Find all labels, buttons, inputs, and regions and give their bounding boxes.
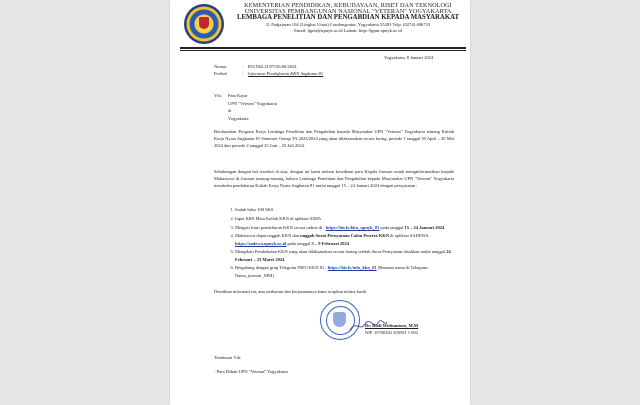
meta-number-value: B/UN62.21/PT.06.00/2024 (248, 64, 297, 69)
letterhead (170, 3, 470, 43)
carbon-copy (214, 354, 288, 374)
signatory-nip: NIP. 19700302 200501 1 003 (365, 330, 418, 336)
letterhead-rule (180, 47, 466, 49)
university-logo-icon (184, 4, 224, 44)
meta-number-row: Nomor : B/UN62.21/PT.06.00/2024 (214, 64, 297, 69)
letter-date: Yogyakarta, 8 Januari 2024 (384, 55, 434, 60)
letter-page (170, 0, 470, 405)
meta-subject-row: Perihal : Informasi Pendaftaran KKN Angkatan 81 (214, 71, 324, 77)
paragraph-2: Sehubungan dengan hal tersebut di atas, dengan ini kami mohon kesediaan para Kepala Jurusan untuk menginformasikan kepada Mahasiswa di Jurusan masing-masing, bahwa Lembaga Penelitian dan Pengabdian kepada Masyarakat UPN "Veteran" Yogyakarta membuka pendaftaran Kuliah Kerja Nyata Angkatan 81 mulai tanggal 15 – 24 Januari 2024 dengan persyaratan : (214, 169, 454, 189)
recipient-line-4: Yogyakarta (228, 115, 249, 121)
paragraph-1: Berdasarkan Program Kerja Lembaga Penelitian dan Pengabdian kepada Masyarakat UPN "Veteran" Yogyakarta tentang Kuliah Kerja Nyata Angkatan 81 Semester Genap TA 2023/2024 yang akan dilaksanakan secara luring, periode 1 tanggal 30 April – 30 Mei 2024 dan periode 2 tanggal 25 Juni – 25 Juli 2024. (214, 129, 454, 149)
recipient-line-3: di (228, 108, 232, 114)
letterhead-rule-thin (180, 50, 466, 51)
cc-label: Tembusan Yth: (214, 355, 242, 360)
recipient-line-2: UPN "Veteran" Yogyakarta (228, 100, 278, 106)
letterhead-ministry: KEMENTERIAN PENDIDIKAN, KEBUDAYAAN, RISET DAN TEKNOLOGI (244, 2, 452, 9)
cc-item: - Para Dekan UPN "Veteran" Yogyakarta (214, 369, 288, 374)
list-item: 6. Bergabung dengan grup Telegram INFO KKN 81 : https://bit.ly/info_kkn_81 (Rename nama di Telegram: Nama_jurusan_NIM) (235, 264, 461, 278)
meta-subject-value: Informasi Pendaftaran KKN Angkatan 81 (248, 71, 324, 77)
list-item: 5. Mengikuti Pembekalan KKN yang akan dilaksanakan secara daring setelah Surat Pernyataan disahkan mulai tanggal 24 Februari – 23 Maret 2024 (235, 248, 461, 262)
letterhead-address: Jl. Padjajaran 104 (Lingkar Utara) Condongcatur, Yogyakarta 55283 Telp. (0274) 486733 (265, 21, 431, 27)
letter-meta (214, 63, 323, 77)
letterhead-institute: LEMBAGA PENELITIAN DAN PENGABDIAN KEPADA MASYARAKAT (236, 14, 460, 22)
list-item: 4. Mahasiswa dapat unggah KKN dan unggah Surat Pernyataan Calon Peserta KKN di aplikasi SADEWA : https://sadewa.upnyk.ac.id pada tanggal 5 – 9 Februari 2024 (235, 232, 461, 246)
letterhead-text (228, 3, 468, 34)
letterhead-university: UNIVERSITAS PEMBANGUNAN NASIONAL "VETERAN" YOGYAKARTA (244, 8, 452, 16)
signature-block (365, 322, 418, 336)
list-item: 1. Sudah lulus 100 SKS (235, 206, 461, 213)
recipient-line-1: Para Kajur (228, 93, 248, 98)
sadewa-link[interactable]: https://sadewa.upnyk.ac.id (235, 240, 287, 246)
recipient-salutation: Yth. (214, 93, 222, 98)
list-item: 2. Input KRS Mata Kuliah KKN di aplikasi SIMA (235, 215, 461, 222)
meta-number-label: Nomor (214, 64, 227, 69)
registration-form-link[interactable]: https://bit.ly/kkn_upnyk_81 (325, 224, 380, 230)
letterhead-contact: Email: lppm@upnyk.ac.id Laman: http://lppm.upnyk.ac.id (294, 27, 402, 33)
telegram-link[interactable]: https://bit.ly/info_kkn_81 (327, 265, 377, 271)
meta-subject-label: Perihal (214, 71, 227, 77)
recipient-address (214, 92, 278, 122)
closing-text: Demikian informasi ini, atas perhatian dan kerjasamanya kami ucapkan terima kasih. (214, 289, 368, 294)
list-item: 3. Mengisi form pendaftaran KKN secara online di : https://bit.ly/kkn_upnyk_81 pada tanggal 15 – 24 Januari 2024 (235, 224, 461, 231)
requirements-list (228, 206, 461, 280)
signatory-name: Dr. Rudi Widisantoso, M.M (365, 323, 419, 328)
